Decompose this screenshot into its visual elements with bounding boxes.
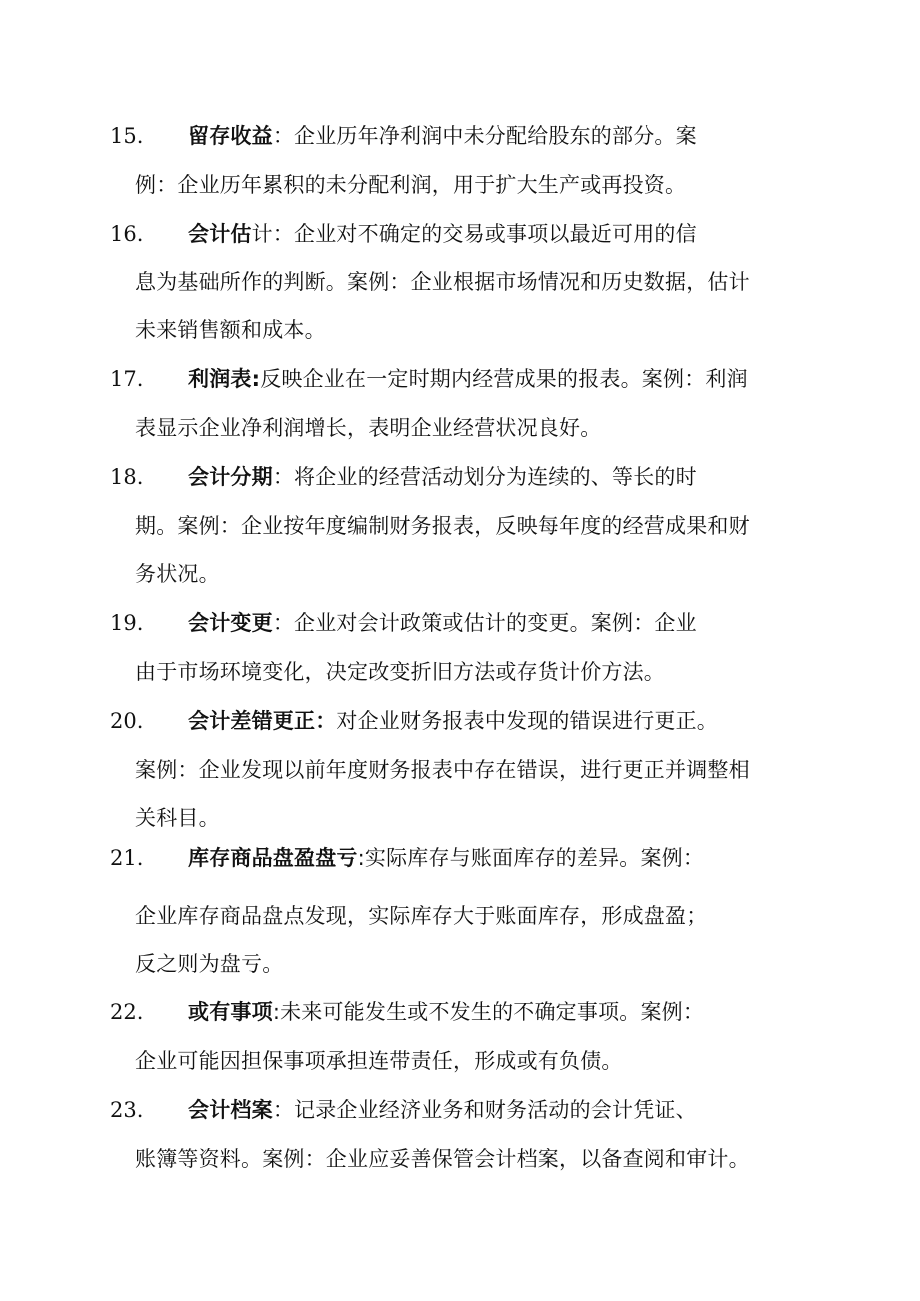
entry-continuation: 未来销售额和成本。 [135, 318, 326, 342]
entry-definition: 对企业财务报表中发现的错误进行更正。 [336, 709, 719, 733]
entry-definition: :未来可能发生或不发生的不确定事项。案例： [272, 1000, 705, 1024]
entry-continuation: 企业库存商品盘点发现，实际库存大于账面库存，形成盘盈； [135, 904, 708, 928]
entry-term: 会计估 [188, 222, 252, 246]
entry-number: 17. [110, 367, 144, 391]
entry-first-line [188, 463, 697, 491]
entry-continuation: 反之则为盘亏。 [135, 952, 284, 976]
entry-definition: :实际库存与账面库存的差异。案例： [357, 846, 705, 870]
entry-number: 23. [110, 1098, 144, 1122]
entry-term: 会计档案 [188, 1098, 273, 1122]
entry-first-line [188, 707, 718, 735]
entry-number: 22. [110, 1000, 144, 1024]
entry-term: 会计差错更正： [188, 709, 337, 733]
entry-first-line [188, 844, 704, 872]
entry-term: 会计分期 [188, 465, 273, 489]
entry-term: 留存收益 [188, 124, 273, 148]
entry-term: 会计变更 [188, 611, 273, 635]
entry-first-line [188, 220, 697, 248]
entry-continuation: 息为基础所作的判断。案例：企业根据市场情况和历史数据，估计 [135, 270, 750, 294]
entry-first-line [188, 365, 748, 393]
entry-term: 或有事项 [188, 1000, 273, 1024]
entry-definition: ：企业对会计政策或估计的变更。案例：企业 [272, 611, 697, 635]
entry-definition: 反映企业在一定时期内经营成果的报表。案例：利润 [260, 367, 748, 391]
entry-continuation: 例：企业历年累积的未分配利润，用于扩大生产或再投资。 [135, 173, 687, 197]
entry-term: 利润表: [188, 367, 261, 391]
entry-term: 库存商品盘盈盘亏 [188, 846, 358, 870]
entry-first-line [188, 122, 697, 150]
entry-continuation: 由于市场环境变化，决定改变折旧方法或存货计价方法。 [135, 660, 665, 684]
entry-number: 16. [110, 222, 144, 246]
entry-continuation: 企业可能因担保事项承担连带责任，形成或有负债。 [135, 1049, 623, 1073]
entry-continuation: 账簿等资料。案例：企业应妥善保管会计档案，以备查阅和审计。 [135, 1147, 750, 1171]
entry-definition: ：记录企业经济业务和财务活动的会计凭证、 [272, 1098, 697, 1122]
entry-number: 19. [110, 611, 144, 635]
entry-number: 20. [110, 709, 144, 733]
entry-number: 18. [110, 465, 144, 489]
entry-continuation: 期。案例：企业按年度编制财务报表，反映每年度的经营成果和财 [135, 514, 750, 538]
entry-first-line [188, 998, 704, 1026]
entry-number: 15. [110, 124, 144, 148]
entry-first-line [188, 1096, 697, 1124]
entry-definition: 计：企业对不确定的交易或事项以最近可用的信 [251, 222, 697, 246]
entry-continuation: 务状况。 [135, 562, 220, 586]
entry-continuation: 表显示企业净利润增长，表明企业经营状况良好。 [135, 416, 602, 440]
entry-definition: ：企业历年净利润中未分配给股东的部分。案 [272, 124, 697, 148]
entry-definition: ：将企业的经营活动划分为连续的、等长的时 [272, 465, 697, 489]
entry-continuation: 案例：企业发现以前年度财务报表中存在错误，进行更正并调整相 [135, 758, 750, 782]
entry-number: 21. [110, 846, 144, 870]
entry-first-line [188, 609, 697, 637]
entry-continuation: 关科目。 [135, 806, 220, 830]
